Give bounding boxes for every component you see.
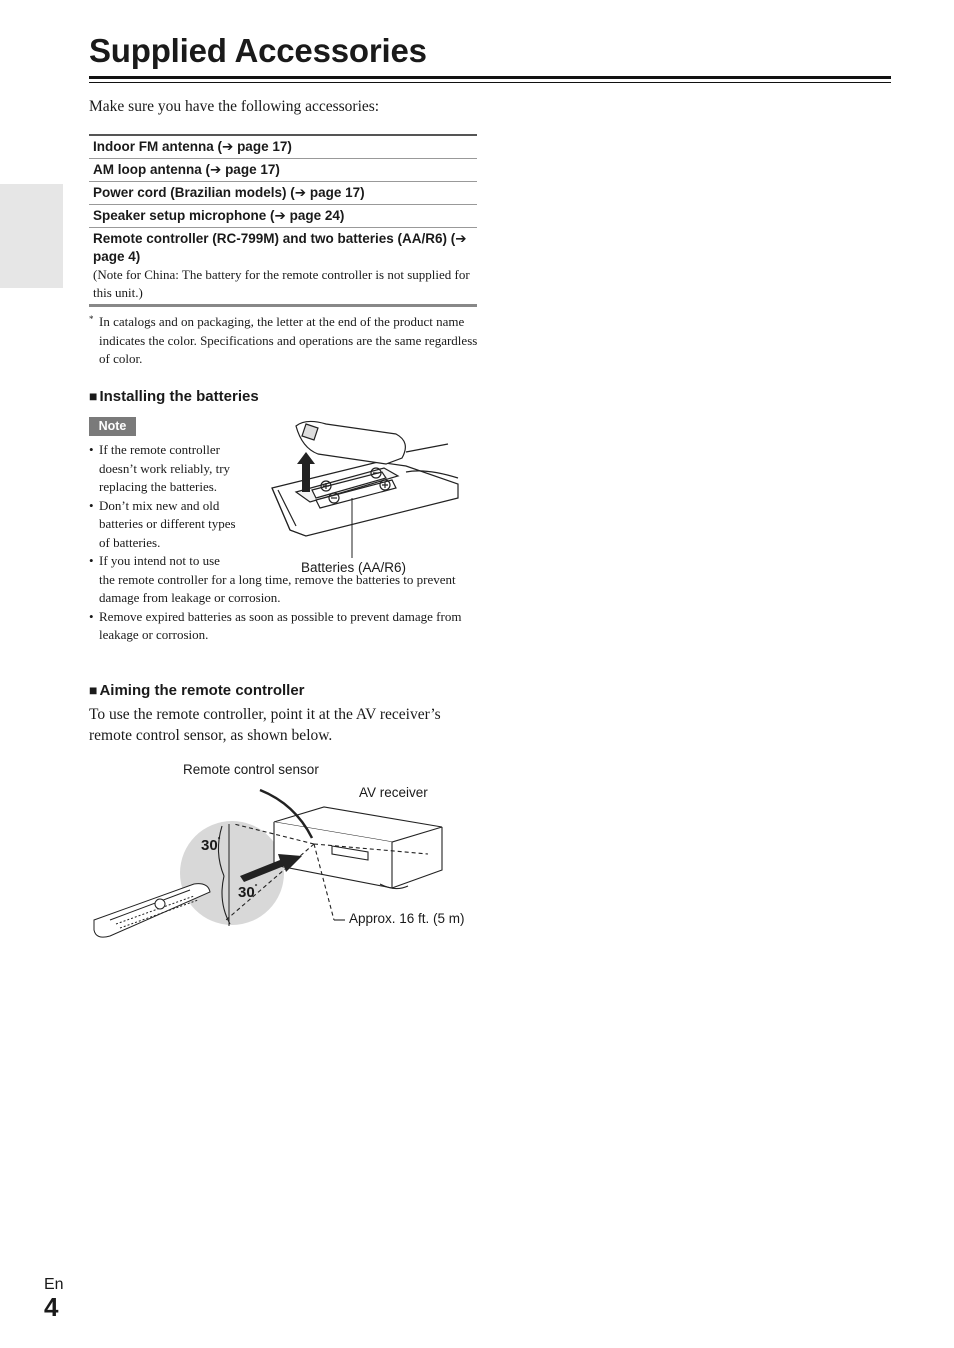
angle-label-lower: 30˚ xyxy=(238,883,258,901)
accessory-row: Indoor FM antenna (➔ page 17) xyxy=(89,136,477,159)
side-tab xyxy=(0,184,63,288)
battery-install-illustration xyxy=(266,418,466,568)
footnote-marker: * xyxy=(89,314,94,324)
list-item: • Remove expired batteries as soon as possible to prevent damage from leakage or corrosion. xyxy=(89,608,462,642)
accessory-row: Remote controller (RC-799M) and two batteries (AA/R6) (➔ page 4) (Note for China: The battery for the remote controller is not supplied for this unit.) xyxy=(89,228,477,304)
accessory-row: Power cord (Brazilian models) (➔ page 17) xyxy=(89,182,477,205)
distance-label: Approx. 16 ft. (5 m) xyxy=(349,911,465,926)
receiver-label: AV receiver xyxy=(359,785,428,800)
arrow-icon: ➔ xyxy=(274,208,286,223)
accessory-note: (Note for China: The battery for the remote controller is not supplied for this unit.) xyxy=(93,267,470,300)
accessories-table xyxy=(89,134,477,307)
installing-heading: ■ Installing the batteries xyxy=(89,388,259,405)
list-item: • Don’t mix new and old batteries or different types of batteries. xyxy=(89,497,236,550)
note-badge: Note xyxy=(89,417,136,436)
aiming-text: To use the remote controller, point it at the AV receiver’s remote control sensor, as shown below. xyxy=(89,706,441,744)
title-rule-thin xyxy=(89,82,891,83)
language-label: En xyxy=(44,1276,64,1293)
section-square-icon: ■ xyxy=(89,388,98,404)
footnote-text: In catalogs and on packaging, the letter at the end of the product name indicates the color. Specifications and operations are the same regardless of color. xyxy=(99,314,478,366)
list-item: • If you intend not to use the remote controller for a long time, remove the batteries to prevent damage from leakage or corrosion. xyxy=(89,553,456,605)
page-title: Supplied Accessories xyxy=(89,32,427,69)
accessory-row: AM loop antenna (➔ page 17) xyxy=(89,159,477,182)
batteries-label: Batteries (AA/R6) xyxy=(301,560,407,575)
section-square-icon: ■ xyxy=(89,682,98,698)
arrow-icon: ➔ xyxy=(455,231,467,246)
intro-text: Make sure you have the following accessories: xyxy=(89,98,380,115)
title-rule-thick xyxy=(89,76,891,79)
aiming-heading: ■ Aiming the remote controller xyxy=(89,682,305,699)
accessory-row: Speaker setup microphone (➔ page 24) xyxy=(89,205,477,228)
arrow-icon: ➔ xyxy=(222,139,234,154)
arrow-icon: ➔ xyxy=(294,185,307,200)
angle-label-upper: 30˚ xyxy=(201,836,221,854)
footnote xyxy=(89,313,479,369)
arrow-icon: ➔ xyxy=(210,162,222,177)
page-number: 4 xyxy=(44,1292,59,1322)
sensor-label: Remote control sensor xyxy=(183,762,319,777)
list-item: • If the remote controller doesn’t work reliably, try replacing the batteries. xyxy=(89,442,231,494)
